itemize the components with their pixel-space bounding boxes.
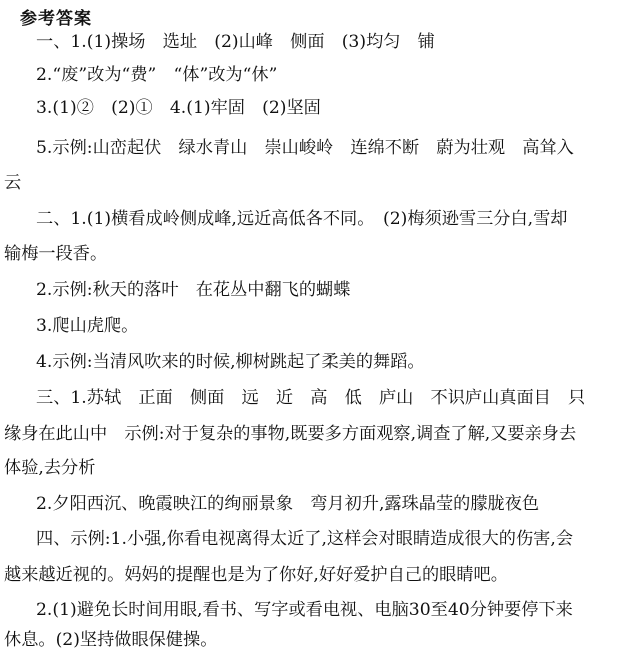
answer-line-4-2-cont: 休息。(2)坚持做眼保健操。 [4, 630, 218, 650]
answer-line-2-2: 2.示例:秋天的落叶 在花丛中翻飞的蝴蝶 [36, 280, 351, 300]
answer-line-2-3: 3.爬山虎爬。 [36, 316, 139, 336]
answer-line-1-1: 一、1.(1)操场 选址 (2)山峰 侧面 (3)均匀 铺 [36, 32, 435, 52]
answer-line-4-1: 四、示例:1.小强,你看电视离得太近了,这样会对眼睛造成很大的伤害,会 [36, 529, 574, 549]
answer-line-1-5-cont: 云 [4, 173, 22, 193]
answer-line-1-3: 3.(1)② (2)① 4.(1)牢固 (2)坚固 [36, 98, 321, 118]
answer-line-3-1-end: 体验,去分析 [4, 458, 96, 478]
answer-line-2-1: 二、1.(1)横看成岭侧成峰,远近高低各不同。 (2)梅须逊雪三分白,雪却 [36, 209, 568, 229]
document-heading: 参考答案 [20, 9, 92, 29]
answer-line-3-1: 三、1.苏轼 正面 侧面 远 近 高 低 庐山 不识庐山真面目 只 [36, 388, 586, 408]
answer-line-4-2: 2.(1)避免长时间用眼,看书、写字或看电视、电脑30至40分钟要停下来 [36, 600, 573, 620]
answer-line-4-1-cont: 越来越近视的。妈妈的提醒也是为了你好,好好爱护自己的眼睛吧。 [4, 565, 508, 585]
answer-line-2-4: 4.示例:当清风吹来的时候,柳树跳起了柔美的舞蹈。 [36, 352, 425, 372]
answer-line-3-1-cont: 缘身在此山中 示例:对于复杂的事物,既要多方面观察,调查了解,又要亲身去 [4, 424, 577, 444]
answer-line-3-2: 2.夕阳西沉、晚霞映江的绚丽景象 弯月初升,露珠晶莹的朦胧夜色 [36, 494, 540, 514]
answer-line-2-1-cont: 输梅一段香。 [4, 244, 108, 264]
answer-line-1-5: 5.示例:山峦起伏 绿水青山 崇山峻岭 连绵不断 蔚为壮观 高耸入 [36, 138, 574, 158]
answer-line-1-2: 2.“废”改为“费” “体”改为“休” [36, 65, 278, 85]
